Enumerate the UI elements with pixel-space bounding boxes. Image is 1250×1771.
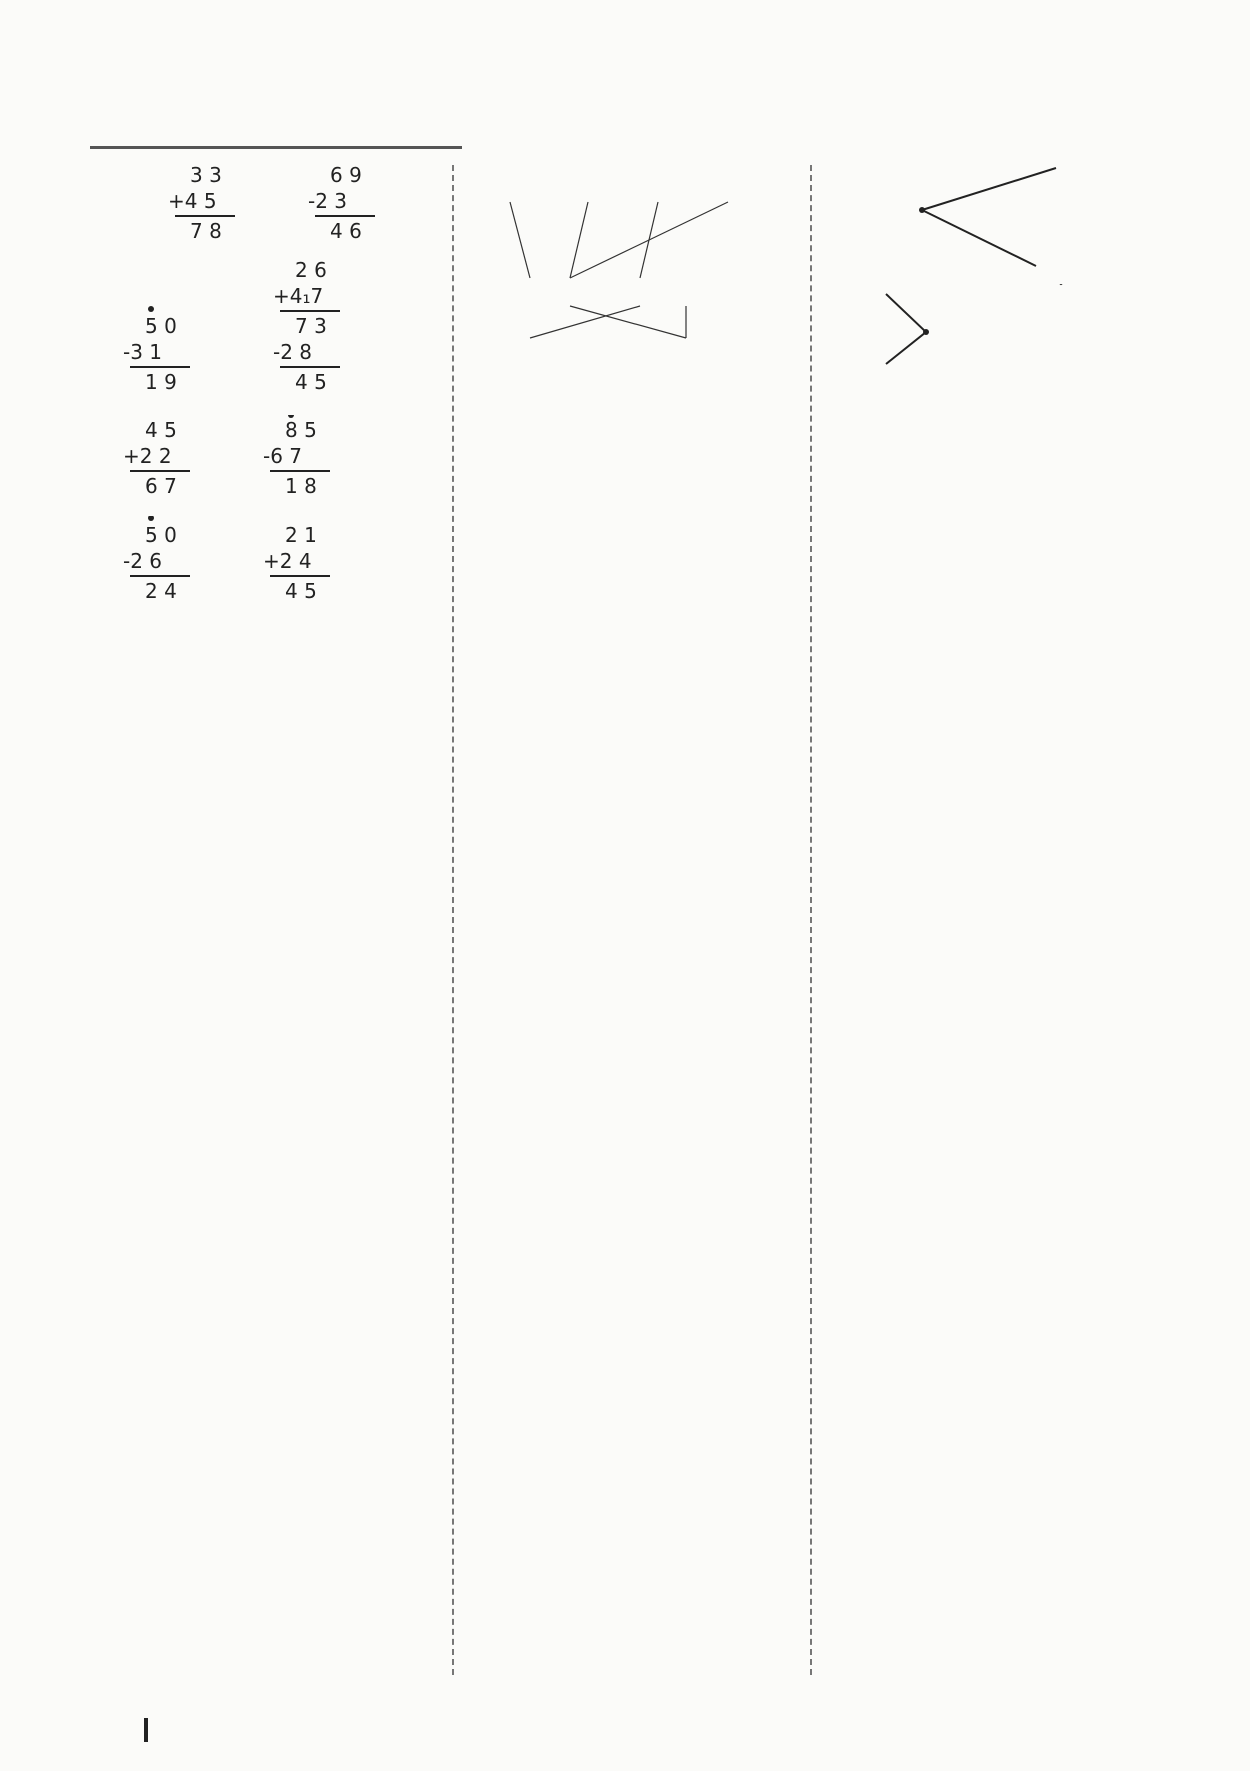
vertical-calc-4 <box>95 516 435 626</box>
svg-text:7 8: 7 8 <box>190 219 222 243</box>
svg-text:1 8: 1 8 <box>285 474 317 499</box>
svg-text:3 3: 3 3 <box>190 163 222 187</box>
column-divider <box>810 165 812 1675</box>
svg-text:-2 6: -2 6 <box>123 548 163 573</box>
footer-bar <box>144 1718 148 1742</box>
svg-text:+4₁7: +4₁7 <box>273 284 324 308</box>
svg-text:+2 4: +2 4 <box>263 548 312 573</box>
svg-text:2 6: 2 6 <box>295 258 327 282</box>
svg-text:2 1: 2 1 <box>285 522 317 547</box>
svg-text:4 5: 4 5 <box>285 578 317 603</box>
svg-text:4 5: 4 5 <box>145 418 177 443</box>
column-divider <box>452 165 454 1675</box>
svg-text:4 5: 4 5 <box>295 370 327 394</box>
page-header <box>90 112 462 149</box>
column-1 <box>95 160 435 620</box>
svg-text:+4 5: +4 5 <box>168 189 217 213</box>
page-footer <box>128 1715 148 1745</box>
svg-text:4 6: 4 6 <box>330 219 362 243</box>
svg-text:-2 8: -2 8 <box>273 340 313 364</box>
svg-text:-3 1: -3 1 <box>123 340 163 364</box>
column-3 <box>826 160 1160 397</box>
angle-drawings-6 <box>826 284 1160 384</box>
svg-text:6 7: 6 7 <box>145 474 177 499</box>
svg-text:6 9: 6 9 <box>330 163 362 187</box>
svg-text:2 4: 2 4 <box>145 578 177 603</box>
svg-text:5 0: 5 0 <box>145 314 177 338</box>
angle-diagram-4 <box>826 166 1160 276</box>
matching-diagram <box>460 160 790 370</box>
svg-text:8 5: 8 5 <box>285 418 317 443</box>
svg-text:1 9: 1 9 <box>145 370 177 394</box>
svg-text:7 3: 7 3 <box>295 314 327 338</box>
column-2 <box>470 160 800 378</box>
svg-text:-6 7: -6 7 <box>263 444 303 469</box>
svg-text:5 0: 5 0 <box>145 522 177 547</box>
svg-text:-2 3: -2 3 <box>308 189 348 213</box>
svg-text:+2 2: +2 2 <box>123 444 172 469</box>
